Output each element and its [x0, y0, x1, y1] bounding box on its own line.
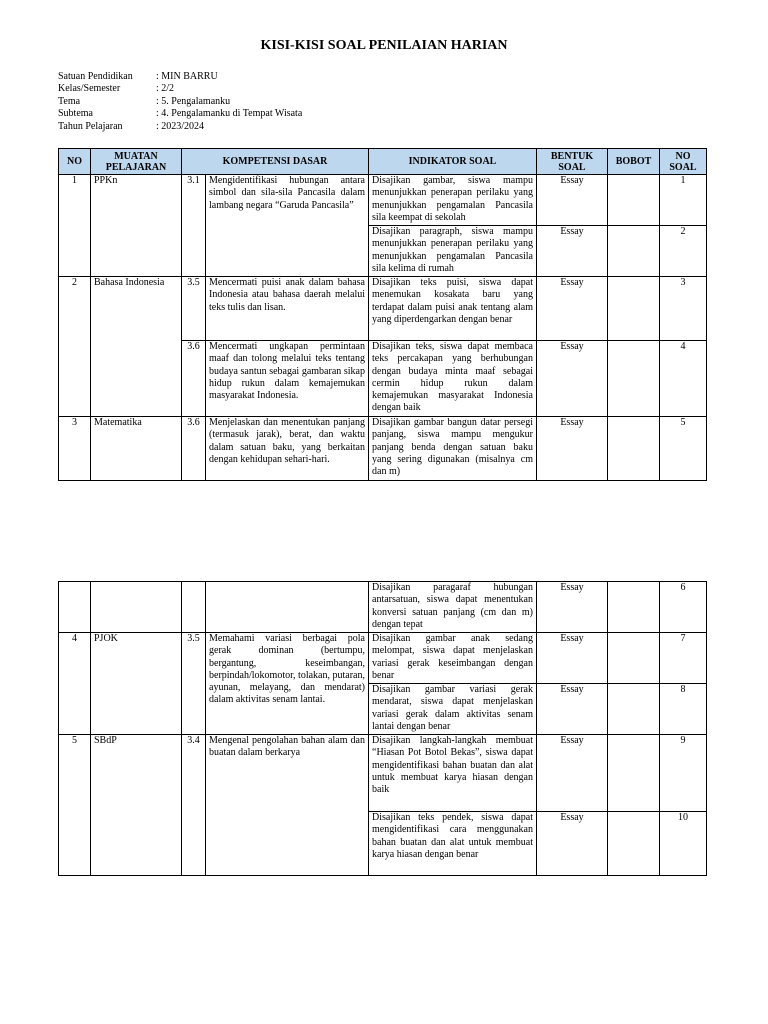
cell-no-soal: 8 [660, 684, 707, 735]
cell-no-soal: 5 [660, 417, 707, 481]
cell-bentuk-soal: Essay [537, 633, 608, 684]
cell-kd-number: 3.1 [182, 175, 206, 277]
meta-row-tahun [58, 121, 302, 133]
header-no: NO [59, 149, 91, 175]
cell-muatan: Bahasa Indonesia [91, 277, 182, 417]
cell-no [59, 582, 91, 633]
header-bobot: BOBOT [608, 149, 660, 175]
cell-bentuk-soal: Essay [537, 226, 608, 277]
meta-row-satuan [58, 71, 302, 83]
cell-no: 1 [59, 175, 91, 277]
cell-indikator: Disajikan gambar, siswa mampu menunjukkan penerapan perilaku yang menunjukkan pengamalan Pancasila sila keempat di sekolah [369, 175, 537, 226]
table-row [59, 633, 707, 684]
cell-muatan: PJOK [91, 633, 182, 735]
cell-no-soal: 9 [660, 735, 707, 812]
cell-bobot [608, 684, 660, 735]
cell-kompetensi-dasar: Menjelaskan dan menentukan panjang (termasuk jarak), berat, dan waktu dalam satuan baku, yang berkaitan dengan kehidupan sehari-hari. [206, 417, 369, 481]
cell-no-soal: 3 [660, 277, 707, 341]
table-header-row [59, 149, 707, 175]
cell-indikator: Disajikan teks pendek, siswa dapat mengidentifikasi cara menggunakan bahan buatan dan alat untuk membuat karya hiasan dengan benar [369, 812, 537, 876]
cell-kompetensi-dasar: Mencermati puisi anak dalam bahasa Indonesia atau bahasa daerah melalui teks tulis dan lisan. [206, 277, 369, 341]
cell-bentuk-soal: Essay [537, 684, 608, 735]
document-title: KISI-KISI SOAL PENILAIAN HARIAN [260, 38, 508, 53]
header-muatan: MUATAN PELAJARAN [91, 149, 182, 175]
cell-kompetensi-dasar: Mencermati ungkapan permintaan maaf dan tolong melalui teks tentang budaya santun sebagai gambaran sikap hidup rukun dalam kemajemukan masyarakat Indonesia. [206, 341, 369, 417]
cell-bentuk-soal: Essay [537, 582, 608, 633]
cell-bobot [608, 417, 660, 481]
meta-row-tema [58, 96, 302, 108]
cell-no-soal: 10 [660, 812, 707, 876]
cell-no: 4 [59, 633, 91, 735]
cell-bentuk-soal: Essay [537, 277, 608, 341]
meta-row-kelas [58, 83, 302, 95]
cell-kompetensi-dasar: Memahami variasi berbagai pola gerak dominan (bertumpu, bergantung, keseimbangan, berpindah/lokomotor, tolakan, putaran, ayunan, melayang, dan mendarat) dalam aktivitas senam lantai. [206, 633, 369, 735]
meta-value: : 4. Pengalamanku di Tempat Wisata [156, 108, 303, 120]
cell-bobot [608, 633, 660, 684]
cell-no-soal: 6 [660, 582, 707, 633]
cell-bentuk-soal: Essay [537, 417, 608, 481]
kisi-table-page2 [58, 581, 707, 876]
cell-no-soal: 4 [660, 341, 707, 417]
cell-no: 5 [59, 735, 91, 876]
cell-no-soal: 7 [660, 633, 707, 684]
cell-bobot [608, 277, 660, 341]
cell-kd-number: 3.6 [182, 341, 206, 417]
header-bentuk-soal: BENTUK SOAL [537, 149, 608, 175]
meta-row-subtema [58, 108, 302, 120]
cell-bentuk-soal: Essay [537, 735, 608, 812]
table-row [59, 175, 707, 226]
cell-muatan: PPKn [91, 175, 182, 277]
cell-bobot [608, 226, 660, 277]
cell-muatan: Matematika [91, 417, 182, 481]
cell-indikator: Disajikan gambar bangun datar persegi panjang, siswa mampu mengukur panjang benda dengan satuan baku yang sering digunakan (misalnya cm dan m) [369, 417, 537, 481]
table-row [59, 582, 707, 633]
cell-kd-number [182, 582, 206, 633]
cell-bobot [608, 175, 660, 226]
cell-kd-number: 3.5 [182, 277, 206, 341]
meta-label: Tema [58, 95, 81, 107]
meta-label: Subtema [58, 108, 93, 120]
document-meta [58, 71, 302, 133]
header-no-soal: NO SOAL [660, 149, 707, 175]
cell-bobot [608, 341, 660, 417]
cell-bobot [608, 812, 660, 876]
cell-indikator: Disajikan gambar anak sedang melompat, siswa dapat menjelaskan variasi gerak keseimbangan dengan benar [369, 633, 537, 684]
cell-bobot [608, 735, 660, 812]
cell-no-soal: 2 [660, 226, 707, 277]
header-kompetensi-dasar: KOMPETENSI DASAR [182, 149, 369, 175]
meta-label: Satuan Pendidikan [58, 71, 133, 82]
cell-kd-number: 3.4 [182, 735, 206, 876]
kisi-table-page1 [58, 148, 707, 481]
cell-indikator: Disajikan teks puisi, siswa dapat menemukan kosakata baru yang terdapat dalam puisi anak tentang alam yang diperdengarkan dengan benar [369, 277, 537, 341]
header-indikator: INDIKATOR SOAL [369, 149, 537, 175]
cell-bentuk-soal: Essay [537, 175, 608, 226]
meta-value: : 2/2 [156, 83, 175, 95]
cell-indikator: Disajikan gambar variasi gerak mendarat, siswa dapat menjelaskan variasi gerak dalam aktivitas senam lantai dengan benar [369, 684, 537, 735]
cell-kompetensi-dasar: Mengenal pengolahan bahan alam dan buatan dalam berkarya [206, 735, 369, 876]
cell-bentuk-soal: Essay [537, 341, 608, 417]
cell-bentuk-soal: Essay [537, 812, 608, 876]
meta-value: : 5. Pengalamanku [156, 95, 231, 107]
cell-indikator: Disajikan langkah-langkah membuat “Hiasan Pot Botol Bekas”, siswa dapat mengidentifikasi bahan buatan dan alat untuk membuat karya hiasan dengan baik [369, 735, 537, 812]
meta-label: Kelas/Semester [58, 83, 121, 95]
cell-muatan [91, 582, 182, 633]
cell-muatan: SBdP [91, 735, 182, 876]
cell-kompetensi-dasar [206, 582, 369, 633]
table-row [59, 735, 707, 812]
cell-kompetensi-dasar: Mengidentifikasi hubungan antara simbol dan sila-sila Pancasila dalam lambang negara “Garuda Pancasila” [206, 175, 369, 277]
cell-no-soal: 1 [660, 175, 707, 226]
cell-bobot [608, 582, 660, 633]
cell-no: 3 [59, 417, 91, 481]
meta-value: : 2023/2024 [156, 120, 205, 132]
cell-indikator: Disajikan paragraph, siswa mampu menunjukkan penerapan perilaku yang menunjukkan pengamalan Pancasila sila kelima di rumah [369, 226, 537, 277]
meta-label: Tahun Pelajaran [58, 120, 123, 132]
table-row [59, 417, 707, 481]
cell-no: 2 [59, 277, 91, 417]
cell-kd-number: 3.6 [182, 417, 206, 481]
cell-kd-number: 3.5 [182, 633, 206, 735]
cell-indikator: Disajikan paragaraf hubungan antarsatuan, siswa dapat menentukan konversi satuan panjang (cm dan m) dengan tepat [369, 582, 537, 633]
table-row [59, 277, 707, 341]
cell-indikator: Disajikan teks, siswa dapat membaca teks percakapan yang berhubungan dengan budaya minta maaf sebagai cermin hidup rukun dalam kemajemukan masyarakat Indonesia dengan baik [369, 341, 537, 417]
meta-value: : MIN BARRU [156, 71, 218, 82]
